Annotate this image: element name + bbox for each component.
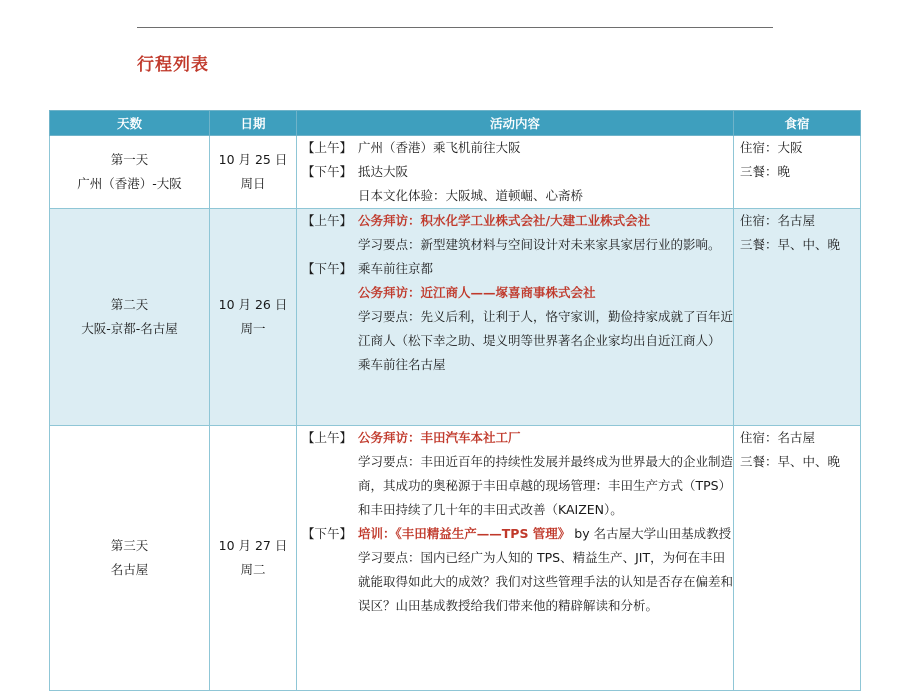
- day-cell: [50, 209, 210, 426]
- meals-text: 三餐：晚: [740, 164, 791, 179]
- lodging-cell: [734, 426, 861, 691]
- afternoon-points: 学习要点：先义后利，让利于人，恪守家训，勤俭持家成就了百年近江商人（松下幸之助、堤义明等世界著名企业家均出自近江商人）: [358, 309, 734, 348]
- route-label: 广州（香港）-大阪: [77, 176, 182, 191]
- activity-cell: [297, 136, 734, 209]
- table-row: [50, 209, 861, 426]
- morning-points: 学习要点：丰田近百年的持续性发展并最终成为世界最大的企业制造商，其成功的奥秘源于丰田卓越的现场管理：丰田生产方式（TPS）和丰田持续了几十年的丰田式改善（KAIZEN）。: [358, 454, 734, 517]
- header-activities: 活动内容: [297, 111, 734, 136]
- itinerary-table: [49, 110, 861, 691]
- afternoon-line: [302, 160, 733, 184]
- morning-line: [302, 136, 733, 160]
- morning-tag: 【上午】: [302, 430, 353, 445]
- top-divider: [137, 27, 773, 28]
- morning-text: 广州（香港）乘飞机前往大阪: [358, 140, 521, 155]
- day-label: 第一天: [110, 152, 149, 167]
- activity-cell: [297, 209, 734, 426]
- meals-text: 三餐：早、中、晚: [740, 454, 841, 469]
- morning-points: 学习要点：新型建筑材料与空间设计对未来家具家居行业的影响。: [358, 237, 721, 252]
- date-cell: [210, 209, 297, 426]
- day-label: 第二天: [110, 297, 149, 312]
- lodging-text: 住宿：名古屋: [740, 213, 816, 228]
- table-row: [50, 136, 861, 209]
- day-label: 第三天: [110, 538, 149, 553]
- morning-visit: 公务拜访：丰田汽车本社工厂: [358, 430, 521, 445]
- weekday-label: 周日: [240, 176, 266, 191]
- day-cell: [50, 426, 210, 691]
- table-row: [50, 426, 861, 691]
- morning-line: [302, 209, 733, 233]
- lodging-text: 住宿：大阪: [740, 140, 803, 155]
- afternoon-extra: 日本文化体验：大阪城、道顿崛、心斋桥: [358, 188, 584, 203]
- activity-cell: [297, 426, 734, 691]
- lodging-cell: [734, 136, 861, 209]
- morning-line: [302, 426, 733, 450]
- morning-tag: 【上午】: [302, 213, 353, 228]
- lodging-text: 住宿：名古屋: [740, 430, 816, 445]
- afternoon-text: 乘车前往京都: [358, 261, 434, 276]
- afternoon-visit: 公务拜访：近江商人——塚喜商事株式会社: [358, 285, 596, 300]
- afternoon-tag: 【下午】: [302, 261, 353, 276]
- afternoon-line: [302, 522, 733, 546]
- header-lodging: 食宿: [734, 111, 861, 136]
- header-day: 天数: [50, 111, 210, 136]
- table-header-row: [50, 111, 861, 136]
- date-label: 10 月 27 日: [218, 538, 288, 553]
- afternoon-training: 培训：《丰田精益生产——TPS 管理》: [358, 526, 571, 541]
- date-label: 10 月 26 日: [218, 297, 288, 312]
- date-label: 10 月 25 日: [218, 152, 288, 167]
- afternoon-end: 乘车前往名古屋: [358, 357, 446, 372]
- date-cell: [210, 136, 297, 209]
- afternoon-text: 抵达大阪: [358, 164, 409, 179]
- meals-text: 三餐：早、中、晚: [740, 237, 841, 252]
- morning-tag: 【上午】: [302, 140, 353, 155]
- afternoon-tag: 【下午】: [302, 526, 353, 541]
- afternoon-points: 学习要点：国内已经广为人知的 TPS、精益生产、JIT，为何在丰田就能取得如此大的成效？我们对这些管理手法的认知是否存在偏差和误区？山田基成教授给我们带来他的精辟解读和分析。: [358, 550, 734, 613]
- page-title: 行程列表: [137, 55, 209, 75]
- date-cell: [210, 426, 297, 691]
- lodging-cell: [734, 209, 861, 426]
- afternoon-tag: 【下午】: [302, 164, 353, 179]
- afternoon-line: [302, 257, 733, 281]
- morning-visit: 公务拜访：积水化学工业株式会社/大建工业株式会社: [358, 213, 651, 228]
- weekday-label: 周二: [240, 562, 266, 577]
- weekday-label: 周一: [240, 321, 266, 336]
- route-label: 名古屋: [110, 562, 149, 577]
- header-date: 日期: [210, 111, 297, 136]
- route-label: 大阪-京都-名古屋: [81, 321, 178, 336]
- day-cell: [50, 136, 210, 209]
- afternoon-training-rest: by 名古屋大学山田基成教授: [570, 526, 732, 541]
